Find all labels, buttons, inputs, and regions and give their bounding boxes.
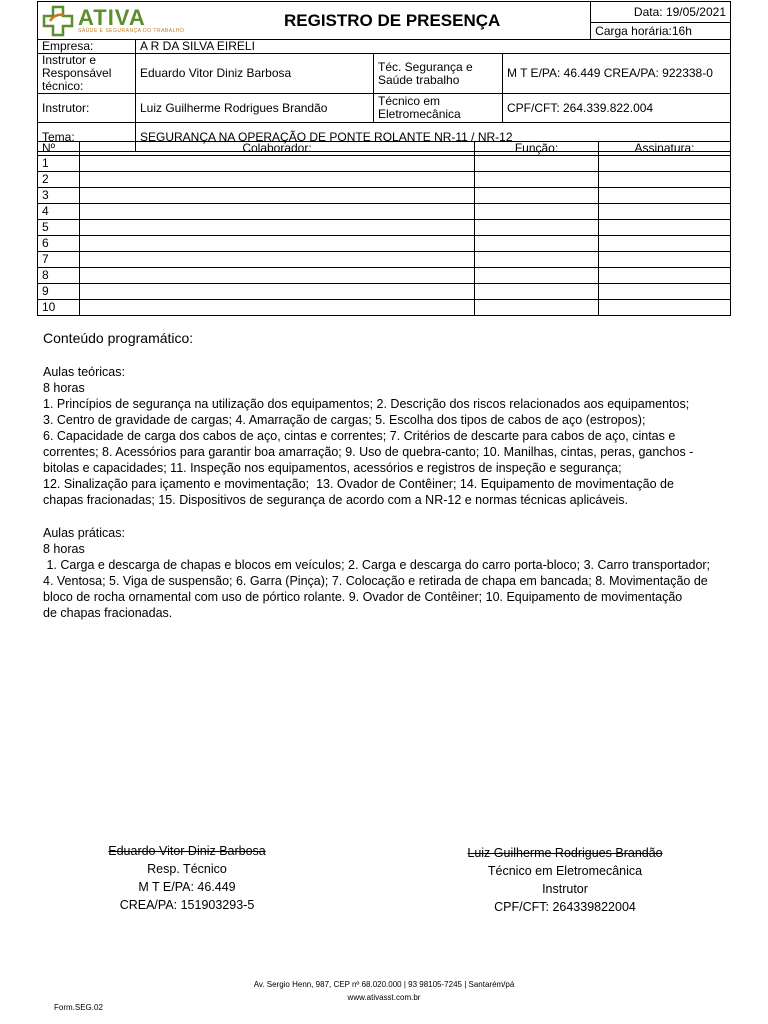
- footer: [0, 978, 768, 1004]
- page-title: REGISTRO DE PRESENÇA: [194, 2, 591, 40]
- cell-function: [475, 236, 599, 252]
- topic-line: correntes; 8. Acessórios para garantir boa amarração; 9. Uso de quebra-canto; 10. Manilhas, cintas, peras, ganchos -: [43, 445, 694, 459]
- header-table: [37, 1, 731, 40]
- responsible-role: Téc. Segurança e Saúde trabalho: [374, 54, 503, 94]
- cell-number: 2: [38, 172, 80, 188]
- signature-registration: CREA/PA: 151903293-5: [119, 898, 255, 912]
- theory-title: Aulas teóricas:: [43, 365, 125, 379]
- instructor-role: Técnico em Eletromecânica: [374, 94, 503, 123]
- col-header-function: Função:: [475, 142, 599, 156]
- cell-collaborator: [80, 236, 475, 252]
- signature-registration: CPF/CFT: 264339822004: [494, 900, 636, 914]
- signature-name: Eduardo Vitor Diniz Barbosa: [108, 844, 266, 858]
- company-value: A R DA SILVA EIRELI: [136, 40, 731, 54]
- cell-number: 3: [38, 188, 80, 204]
- cell-number: 9: [38, 284, 80, 300]
- cell-collaborator: [80, 220, 475, 236]
- cell-signature: [599, 188, 731, 204]
- practice-topics: [43, 557, 733, 621]
- table-row: [38, 268, 731, 284]
- cell-collaborator: [80, 204, 475, 220]
- signature-role: Técnico em Eletromecânica: [487, 864, 643, 878]
- brand-name: ATIVA: [78, 4, 146, 30]
- cell-signature: [599, 204, 731, 220]
- col-header-number: Nº: [38, 142, 80, 156]
- table-row: [38, 220, 731, 236]
- theme-label: Tema:: [38, 123, 136, 152]
- topic-line: 1. Carga e descarga de chapas e blocos em veículos; 2. Carga e descarga do carro porta-bloco; 3. Carro transportador;: [43, 558, 711, 572]
- signature-right: [445, 844, 685, 916]
- instructor-name: Luiz Guilherme Rodrigues Brandão: [136, 94, 374, 123]
- responsible-label: Instrutor e Responsável técnico:: [38, 54, 136, 94]
- cell-function: [475, 252, 599, 268]
- attendance-table: [37, 141, 731, 316]
- company-label: Empresa:: [38, 40, 136, 54]
- cell-signature: [599, 172, 731, 188]
- cell-collaborator: [80, 284, 475, 300]
- topic-line: chapas fracionadas; 15. Dispositivos de segurança de acordo com a NR-12 e normas técnicas aplicáveis.: [43, 493, 629, 507]
- table-row: [38, 204, 731, 220]
- cell-signature: [599, 252, 731, 268]
- responsible-name: Eduardo Vitor Diniz Barbosa: [136, 54, 374, 94]
- content-heading: Conteúdo programático:: [43, 330, 194, 346]
- cell-function: [475, 300, 599, 316]
- brand-tagline: SAÚDE E SEGURANÇA DO TRABALHO: [78, 27, 185, 34]
- cell-collaborator: [80, 300, 475, 316]
- signature-left: [82, 842, 292, 914]
- table-row: [38, 300, 731, 316]
- table-row: [38, 188, 731, 204]
- footer-website: www.ativasst.com.br: [347, 993, 421, 1002]
- form-code: Form.SEG.02: [54, 1003, 103, 1012]
- signature-name: Luiz Guilherme Rodrigues Brandão: [467, 846, 663, 860]
- topic-line: 12. Sinalização para içamento e movimentação; 13. Ovador de Contêiner; 14. Equipamento de movimentação de: [43, 477, 674, 491]
- cell-signature: [599, 156, 731, 172]
- footer-address: Av. Sergio Henn, 987, CEP nº 68.020.000 | 93 98105-7245 | Santarém/pá: [253, 980, 515, 989]
- cell-number: 5: [38, 220, 80, 236]
- info-table: [37, 39, 731, 152]
- topic-line: de chapas fracionadas.: [43, 606, 173, 620]
- table-row: [38, 156, 731, 172]
- topic-line: 3. Centro de gravidade de cargas; 4. Amarração de cargas; 5. Escolha dos tipos de cabos de aço (estropos);: [43, 413, 646, 427]
- cell-number: 4: [38, 204, 80, 220]
- instructor-registration: CPF/CFT: 264.339.822.004: [503, 94, 731, 123]
- cell-collaborator: [80, 268, 475, 284]
- workload-field: Carga horária:16h: [591, 23, 731, 40]
- topic-line: 6. Capacidade de carga dos cabos de aço, cintas e correntes; 7. Critérios de descarte para cabos de aço, cintas e: [43, 429, 676, 443]
- signature-role: Instrutor: [542, 882, 588, 896]
- theme-value: SEGURANÇA NA OPERAÇÃO DE PONTE ROLANTE NR-11 / NR-12: [136, 123, 731, 152]
- program-content: [43, 330, 733, 621]
- cell-function: [475, 220, 599, 236]
- cell-signature: [599, 300, 731, 316]
- responsible-registration: M T E/PA: 46.449 CREA/PA: 922338-0: [503, 54, 731, 94]
- instructor-label: Instrutor:: [38, 94, 136, 123]
- cell-signature: [599, 220, 731, 236]
- cell-function: [475, 268, 599, 284]
- cell-collaborator: [80, 252, 475, 268]
- cell-function: [475, 172, 599, 188]
- cell-number: 6: [38, 236, 80, 252]
- cell-collaborator: [80, 172, 475, 188]
- ativa-logo: [42, 5, 190, 37]
- cross-logo-icon: [42, 5, 74, 37]
- table-row: [38, 252, 731, 268]
- practice-title: Aulas práticas:: [43, 526, 125, 540]
- signature-registration: M T E/PA: 46.449: [138, 880, 236, 894]
- cell-number: 10: [38, 300, 80, 316]
- cell-function: [475, 204, 599, 220]
- cell-signature: [599, 284, 731, 300]
- table-row: [38, 284, 731, 300]
- cell-number: 1: [38, 156, 80, 172]
- col-header-signature: Assinatura:: [599, 142, 731, 156]
- col-header-collaborator: Colaborador:: [80, 142, 475, 156]
- signature-role: Resp. Técnico: [147, 862, 227, 876]
- table-row: [38, 172, 731, 188]
- logo-cell: [38, 2, 195, 40]
- cell-function: [475, 156, 599, 172]
- cell-function: [475, 188, 599, 204]
- cell-number: 7: [38, 252, 80, 268]
- topic-line: bitolas e capacidades; 11. Inspeção nos equipamentos, acessórios e registros de inspeção e segurança;: [43, 461, 622, 475]
- date-field: Data: 19/05/2021: [591, 2, 731, 23]
- theory-topics: [43, 396, 733, 508]
- cell-collaborator: [80, 188, 475, 204]
- theory-hours: 8 horas: [43, 381, 85, 395]
- topic-line: 4. Ventosa; 5. Viga de suspensão; 6. Garra (Pinça); 7. Colocação e retirada de chapa em bancada; 8. Movimentação de: [43, 574, 708, 588]
- cell-signature: [599, 236, 731, 252]
- cell-number: 8: [38, 268, 80, 284]
- cell-collaborator: [80, 156, 475, 172]
- table-row: [38, 236, 731, 252]
- practice-hours: 8 horas: [43, 542, 85, 556]
- topic-line: bloco de rocha ornamental com uso de pórtico rolante. 9. Ovador de Contêiner; 10. Equipamento de movimentação: [43, 590, 683, 604]
- cell-function: [475, 284, 599, 300]
- topic-line: 1. Princípios de segurança na utilização dos equipamentos; 2. Descrição dos riscos relacionados aos equipamentos;: [43, 397, 690, 411]
- cell-signature: [599, 268, 731, 284]
